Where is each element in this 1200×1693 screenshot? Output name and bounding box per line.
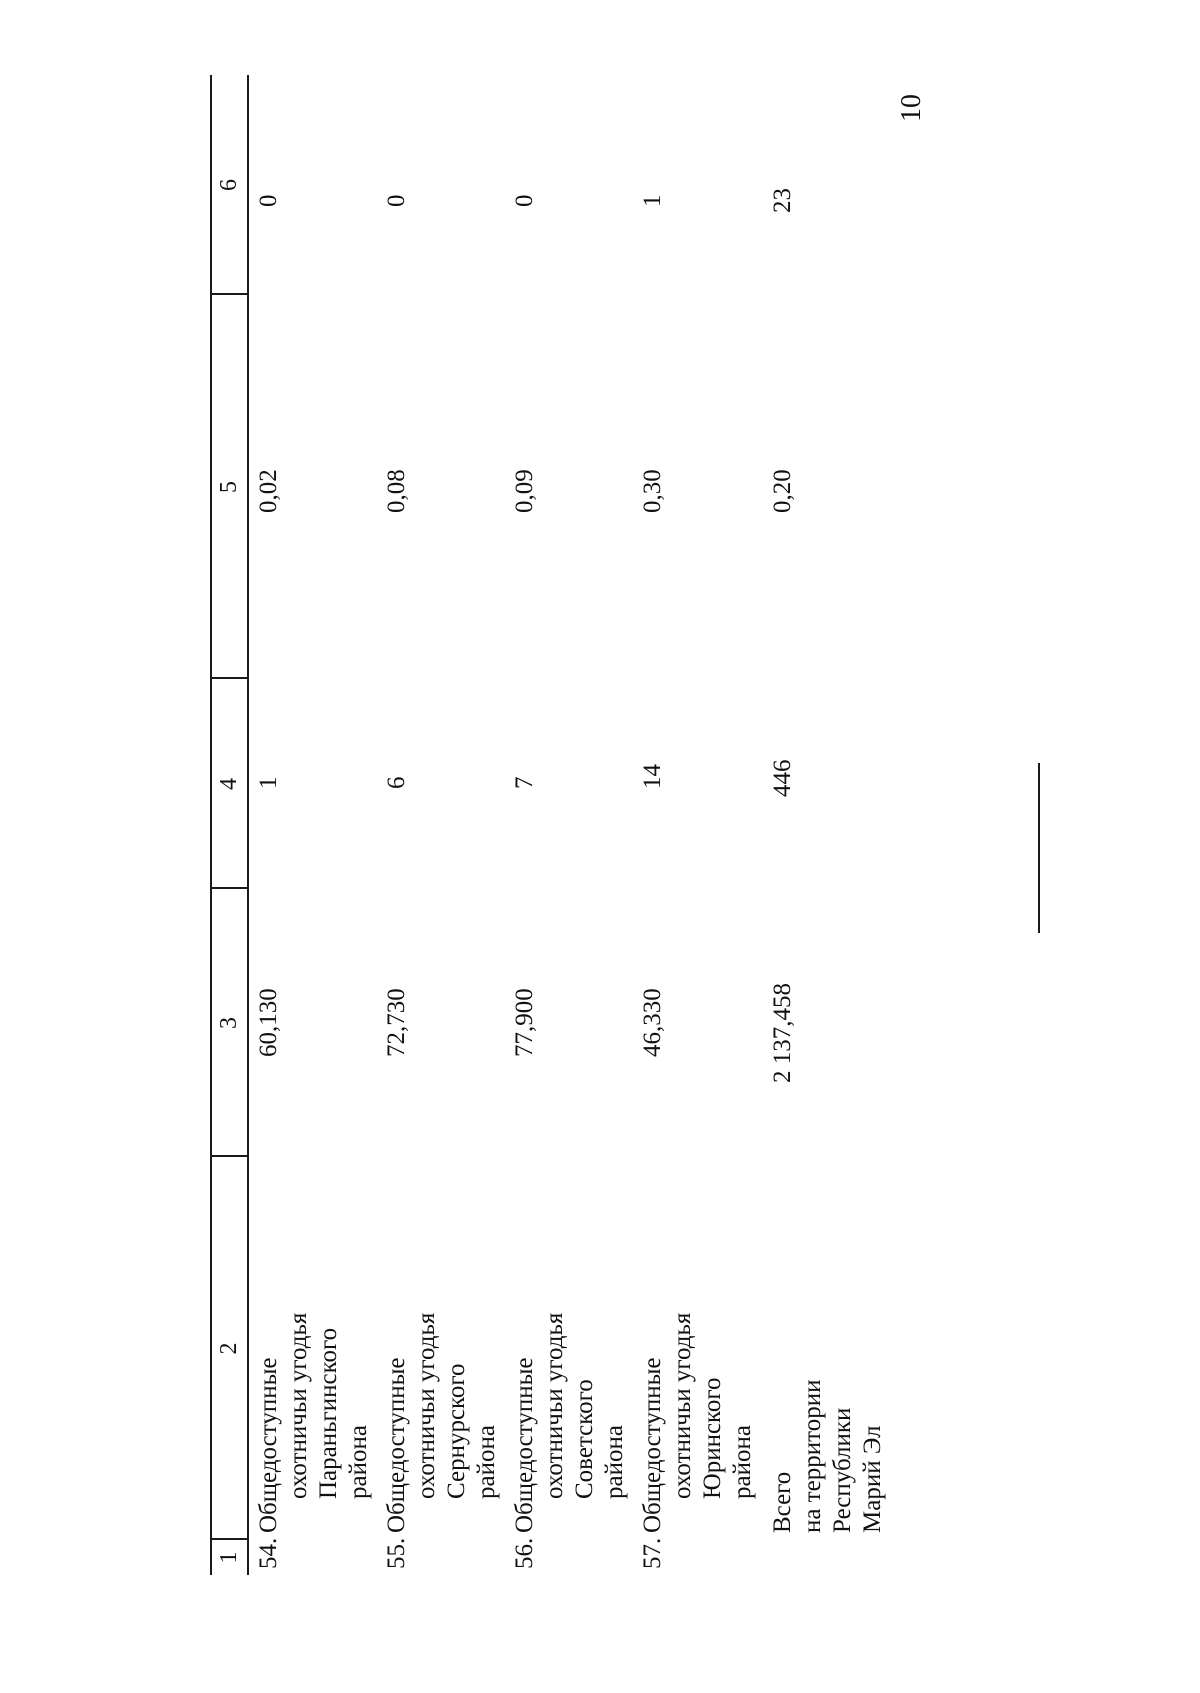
cell-col4: 1	[255, 776, 282, 789]
column-header-2: 2	[215, 1342, 242, 1355]
row-name-line: района	[345, 1425, 372, 1499]
table-row	[638, 1538, 668, 1569]
total-name-line: на территории	[799, 1379, 826, 1533]
row-number: 57.	[639, 1537, 666, 1569]
row-name-line: района	[473, 1425, 500, 1499]
column-header-1: 1	[215, 1551, 242, 1564]
row-name-line: Сернурского	[443, 1363, 470, 1499]
cell-col5: 0,09	[511, 469, 538, 513]
row-name-line: Параньгинского	[315, 1327, 342, 1499]
cell-col3: 60,130	[255, 988, 282, 1057]
cell-col3: 72,730	[383, 988, 410, 1057]
cell-col6: 0	[511, 194, 538, 207]
row-name	[638, 1313, 758, 1533]
total-col5: 0,20	[769, 469, 796, 513]
column-header-5: 5	[215, 481, 242, 493]
total-name	[768, 1380, 888, 1533]
total-col6: 23	[769, 188, 796, 213]
cell-col6: 0	[383, 194, 410, 207]
cell-col4: 6	[383, 776, 410, 789]
table-row	[254, 1538, 284, 1569]
table-row	[510, 1538, 540, 1569]
cell-col5: 0,30	[639, 469, 666, 513]
cell-col4: 7	[511, 776, 538, 789]
row-name-line: охотничьи угодья	[541, 1312, 568, 1499]
column-header-6: 6	[215, 179, 242, 191]
cell-col5: 0,02	[255, 469, 282, 513]
row-name-line: охотничьи угодья	[669, 1312, 696, 1499]
row-number: 54.	[255, 1537, 282, 1569]
total-col3: 2 137,458	[769, 983, 796, 1083]
column-header-4: 4	[215, 778, 242, 790]
row-name-line: Юринского	[699, 1377, 726, 1499]
row-name-line: Советского	[571, 1379, 598, 1499]
cell-col4: 14	[639, 764, 666, 789]
column-header-3: 3	[215, 1017, 242, 1029]
row-name-line: охотничьи угодья	[285, 1312, 312, 1499]
cell-col3: 46,330	[639, 988, 666, 1057]
data-table	[210, 75, 1030, 1575]
row-number: 56.	[511, 1537, 538, 1569]
row-name	[254, 1313, 374, 1533]
total-name-line: Республики	[829, 1407, 856, 1533]
closing-rule	[1038, 763, 1040, 933]
row-name-line: охотничьи угодья	[413, 1312, 440, 1499]
row-name-line: Общедоступные	[511, 1357, 538, 1533]
row-name-line: Общедоступные	[383, 1357, 410, 1533]
row-name-line: района	[729, 1425, 756, 1499]
cell-col6: 1	[639, 194, 666, 207]
cell-col5: 0,08	[383, 469, 410, 513]
cell-col6: 0	[255, 194, 282, 207]
row-name-line: Общедоступные	[639, 1357, 666, 1533]
row-name-line: Общедоступные	[255, 1357, 282, 1533]
page-number: 10	[896, 94, 927, 122]
row-number: 55.	[383, 1537, 410, 1569]
row-name	[510, 1313, 630, 1533]
cell-col3: 77,900	[511, 988, 538, 1057]
row-name-line: района	[601, 1425, 628, 1499]
table-row	[382, 1538, 412, 1569]
total-name-line: Марий Эл	[859, 1425, 886, 1533]
total-col4: 446	[769, 759, 796, 797]
total-name-line: Всего	[769, 1471, 796, 1533]
row-name	[382, 1313, 502, 1533]
